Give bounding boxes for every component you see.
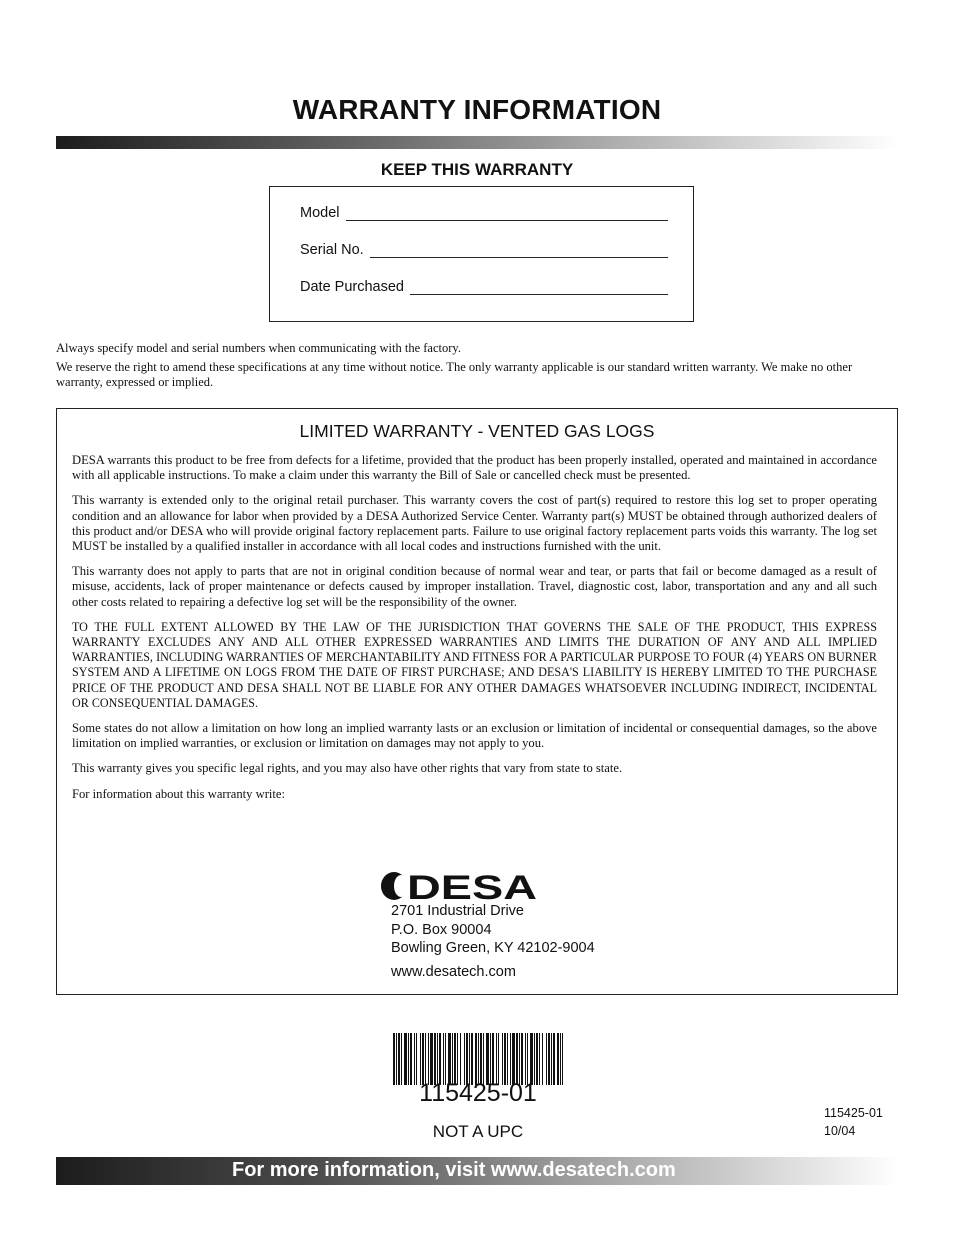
warranty-paragraph-7: For information about this warranty write: xyxy=(72,786,285,801)
barcode-bar xyxy=(475,1033,477,1085)
barcode-bar xyxy=(398,1033,400,1085)
barcode-bar xyxy=(443,1033,444,1085)
barcode-number: 115425-01 xyxy=(419,1079,537,1107)
barcode-bar xyxy=(492,1033,494,1085)
barcode-bar xyxy=(539,1033,540,1085)
warranty-paragraph-3: This warranty does not apply to parts that are not in original condition because of normal wear and tear, or parts that fail or become damaged as a result of misuse, accidents, lack of proper maintenance or defects caused by improper installation. Travel, diagnostic cost, labor, transportation and any and all such other costs related to repairing a defective log set will be the responsibility of the owner. xyxy=(72,564,877,609)
limited-warranty-heading: LIMITED WARRANTY - VENTED GAS LOGS xyxy=(299,421,655,441)
reserve-note: We reserve the right to amend these specifications at any time without notice. The only warranty applicable is our standard written warranty. We make no other warranty, expressed or implied. xyxy=(56,360,853,389)
barcode-bar xyxy=(521,1033,523,1085)
barcode-bar xyxy=(401,1033,402,1085)
barcode-bar xyxy=(551,1033,552,1085)
warranty-body xyxy=(72,453,877,812)
barcode-bar xyxy=(530,1033,533,1085)
date-purchased-line[interactable] xyxy=(410,280,668,295)
footer-bar xyxy=(56,1157,898,1185)
barcode-bar xyxy=(469,1033,470,1085)
barcode-bar xyxy=(478,1033,479,1085)
model-field[interactable] xyxy=(300,205,668,221)
barcode-bar xyxy=(396,1033,397,1085)
barcode-bar xyxy=(460,1033,461,1085)
barcode-bar xyxy=(454,1033,456,1085)
barcode-bar xyxy=(457,1033,458,1085)
barcode-bar xyxy=(525,1033,526,1085)
desa-logo-text: DESA xyxy=(407,870,537,902)
barcode-bar xyxy=(408,1033,409,1085)
barcode-bar xyxy=(425,1033,426,1085)
serial-field[interactable] xyxy=(300,242,668,258)
desa-logo xyxy=(380,870,538,902)
barcode-bar xyxy=(437,1033,438,1085)
date-code: 10/04 xyxy=(824,1124,856,1138)
address-line-3: Bowling Green, KY 42102-9004 xyxy=(391,940,595,956)
specify-note: Always specify model and serial numbers when communicating with the factory. xyxy=(56,341,461,355)
barcode-bar xyxy=(448,1033,451,1085)
barcode-bar xyxy=(498,1033,499,1085)
barcode-bar xyxy=(512,1033,515,1085)
title-gradient-bar xyxy=(56,136,898,149)
address-line-2: P.O. Box 90004 xyxy=(391,922,492,938)
barcode-bar xyxy=(507,1033,508,1085)
keep-warranty-heading: KEEP THIS WARRANTY xyxy=(380,160,574,179)
serial-line[interactable] xyxy=(370,243,668,258)
barcode-bar xyxy=(414,1033,415,1085)
barcode-bar xyxy=(471,1033,473,1085)
barcode-bar xyxy=(516,1033,518,1085)
serial-label: Serial No. xyxy=(300,242,364,258)
barcode-bar xyxy=(445,1033,446,1085)
barcode-bar xyxy=(420,1033,421,1085)
barcode-bar xyxy=(416,1033,417,1085)
barcode-bar xyxy=(428,1033,429,1085)
not-upc-caption: NOT A UPC xyxy=(432,1122,524,1141)
address-line-1: 2701 Industrial Drive xyxy=(391,903,524,919)
barcode-bar xyxy=(542,1033,543,1085)
warranty-paragraph-1: DESA warrants this product to be free from defects for a lifetime, provided that the product has been properly installed, operated and maintained in accordance with all applicable instructions. To make a claim under this warranty the Bill of Sale or cancelled check must be presented. xyxy=(72,453,877,483)
barcode-bar xyxy=(422,1033,424,1085)
barcode-bar xyxy=(504,1033,506,1085)
barcode-bar xyxy=(393,1033,395,1085)
barcode-bar xyxy=(464,1033,465,1085)
barcode-bar xyxy=(466,1033,468,1085)
barcode-bar xyxy=(410,1033,412,1085)
warranty-paragraph-4: TO THE FULL EXTENT ALLOWED BY THE LAW OF THE JURISDICTION THAT GOVERNS THE SALE OF THE PRODUCT, THIS EXPRESS WARRANTY EXCLUDES ANY AND ALL OTHER EXPRESSED WARRANTIES AND LIMITS THE DURATION OF ANY AND ALL IMPLIED WARRANTIES, INCLUDING WARRANTIES OF MERCHANTABILITY AND FITNESS FOR A PARTICULAR PURPOSE TO FOUR (4) YEARS ON BURNER SYSTEM AND A LIFETIME ON LOGS FROM THE DATE OF FIRST PURCHASE; AND DESA'S LIABILITY IS HEREBY LIMITED TO THE PURCHASE PRICE OF THE PRODUCT AND DESA SHALL NOT BE LIABLE FOR ANY OTHER DAMAGES WHATSOEVER INCLUDING INDIRECT, INCIDENTAL OR CONSEQUENTIAL DAMAGES. xyxy=(72,619,877,710)
barcode-bar xyxy=(483,1033,484,1085)
barcode-bar xyxy=(557,1033,559,1085)
barcode-bar xyxy=(452,1033,453,1085)
warranty-paragraph-5: Some states do not allow a limitation on how long an implied warranty lasts or an exclusion or limitation of incidental or consequential damages, so the above limitation on implied warranties, or exclusion or limitation on damages may not apply to you. xyxy=(72,721,877,751)
barcode-bar xyxy=(553,1033,555,1085)
barcode-bar xyxy=(527,1033,528,1085)
website-link[interactable]: www.desatech.com xyxy=(391,964,516,980)
barcode-bar xyxy=(548,1033,550,1085)
barcode-bar xyxy=(430,1033,433,1085)
barcode-bar xyxy=(490,1033,491,1085)
warranty-paragraph-6: This warranty gives you specific legal rights, and you may also have other rights that vary from state to state. xyxy=(72,761,623,776)
barcode-bar xyxy=(502,1033,503,1085)
date-purchased-field[interactable] xyxy=(300,279,668,295)
page-title: WARRANTY INFORMATION xyxy=(292,94,662,125)
barcode-bar xyxy=(510,1033,511,1085)
footer-text: For more information, visit www.desatech.com xyxy=(232,1159,676,1181)
barcode-bar xyxy=(562,1033,563,1085)
barcode-bar xyxy=(546,1033,547,1085)
model-line[interactable] xyxy=(346,206,669,221)
barcode-bar xyxy=(434,1033,436,1085)
barcode-bar xyxy=(536,1033,538,1085)
barcode-bar xyxy=(480,1033,482,1085)
barcode-bar xyxy=(560,1033,561,1085)
barcode-bar xyxy=(404,1033,407,1085)
barcode-bar xyxy=(486,1033,489,1085)
barcode-bar xyxy=(519,1033,520,1085)
warranty-record-box xyxy=(269,186,694,322)
part-number: 115425-01 xyxy=(824,1106,883,1120)
barcode-bar xyxy=(534,1033,535,1085)
barcode-bar xyxy=(496,1033,497,1085)
barcode-bar xyxy=(439,1033,441,1085)
warranty-paragraph-2: This warranty is extended only to the original retail purchaser. This warranty covers the cost of part(s) required to restore this log set to proper operating condition and an allowance for labor when provided by a DESA Authorized Service Center. Warranty part(s) MUST be obtained through authorized dealers of this product and/or DESA who will provide original factory replacement parts. Failure to use original factory replacement parts voids this warranty. The log set MUST be installed by a qualified installer in accordance with all local codes and instructions furnished with the unit. xyxy=(72,493,877,554)
model-label: Model xyxy=(300,205,340,221)
date-purchased-label: Date Purchased xyxy=(300,279,404,295)
